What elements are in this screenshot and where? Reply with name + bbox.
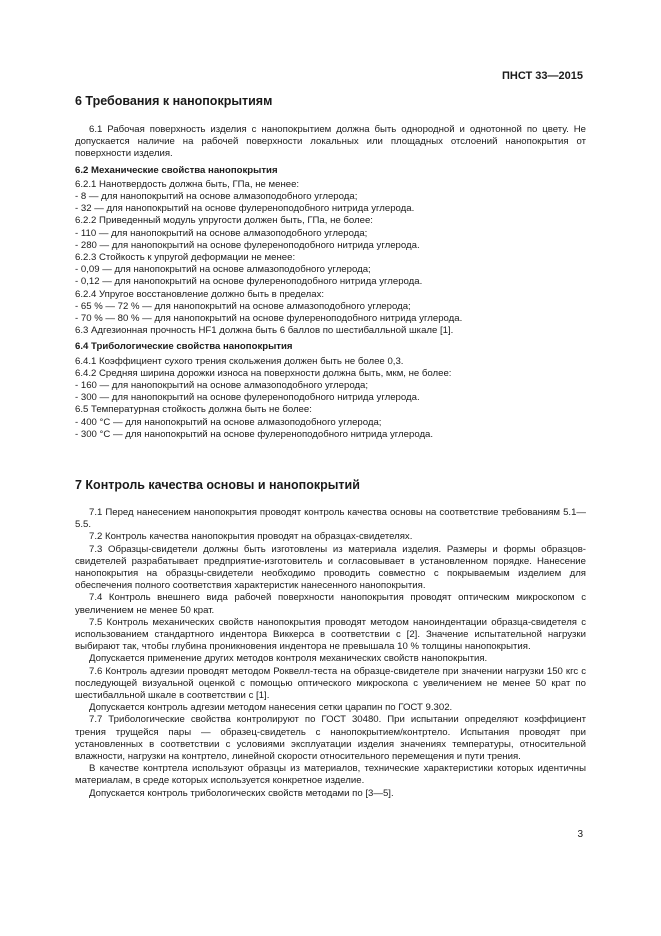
- list-item: - 160 — для нанопокрытий на основе алмазоподобного углерода;: [75, 380, 369, 392]
- line: 6.2.2 Приведенный модуль упругости должен быть, ГПа, не более:: [75, 215, 373, 227]
- paragraph-7-6: 7.6 Контроль адгезии проводят методом Роквелл-теста на образце-свидетеле при значении нагрузки 150 кгс с последующей визуальной оценкой с помощью оптического микроскопа с увеличением не менее 50 крат по шестибалльной шкале в соответствии с [1].: [75, 665, 586, 702]
- paragraph-7-5b: Допускается применение других методов контроля механических свойств нанопокрытия.: [89, 653, 488, 665]
- line: 6.5 Температурная стойкость должна быть не более:: [75, 404, 312, 416]
- document-code: ПНСТ 33—2015: [501, 70, 583, 82]
- section-6-body: [75, 124, 586, 441]
- line: 6.4.1 Коэффициент сухого трения скольжения должен быть не более 0,3.: [75, 355, 404, 367]
- subheading-6-4: 6.4 Трибологические свойства нанопокрытия: [75, 341, 293, 353]
- line: 6.2.4 Упругое восстановление должно быть в пределах:: [75, 288, 325, 300]
- section-7-heading: 7 Контроль качества основы и нанопокрытий: [75, 478, 360, 492]
- paragraph-7-4: 7.4 Контроль внешнего вида рабочей поверхности нанопокрытия проводят оптическим микроскопом с увеличением не менее 50 крат.: [75, 592, 586, 616]
- list-item: - 300 °С — для нанопокрытий на основе фулереноподобного нитрида углерода.: [75, 428, 434, 440]
- paragraph-7-3: 7.3 Образцы-свидетели должны быть изготовлены из материала изделия. Размеры и формы образцов-свидетелей разрабатывает предприятие-изготовитель и согласовывает в установленном порядке. Нанесение нанопокрытия на образцы-свидетели необходимо проводить совместно с покрываемым изделием для обеспечения полного соответствия характеристик нанесенного нанопокрытия.: [75, 543, 586, 592]
- list-item: - 32 — для нанопокрытий на основе фулереноподобного нитрида углерода.: [75, 203, 415, 215]
- list-item: - 0,09 — для нанопокрытий на основе алмазоподобного углерода;: [75, 264, 371, 276]
- paragraph-6-1: 6.1 Рабочая поверхность изделия с нанопокрытием должна быть однородной и однотонной по цвету. Не допускается наличие на рабочей поверхности локальных или площадных отслоений нанопокрытия от поверхности изделия.: [75, 124, 586, 160]
- subheading-6-2: 6.2 Механические свойства нанопокрытия: [75, 164, 278, 176]
- list-item: - 300 — для нанопокрытий на основе фулереноподобного нитрида углерода.: [75, 392, 420, 404]
- list-item: - 400 °С — для нанопокрытий на основе алмазоподобного углерода;: [75, 416, 382, 428]
- list-item: - 0,12 — для нанопокрытий на основе фулереноподобного нитрида углерода.: [75, 276, 423, 288]
- line: 6.4.2 Средняя ширина дорожки износа на поверхности должна быть, мкм, не более:: [75, 367, 452, 379]
- section-6-heading: 6 Требования к нанопокрытиям: [75, 94, 273, 108]
- list-item: - 70 % — 80 % — для нанопокрытий на основе фулереноподобного нитрида углерода.: [75, 313, 463, 325]
- list-item: - 65 % — 72 % — для нанопокрытий на основе алмазоподобного углерода;: [75, 300, 411, 312]
- paragraph-7-7b: В качестве контртела используют образцы из материалов, технические характеристики которых идентичны материалам, в среде которых используется конкретное изделие.: [75, 763, 586, 787]
- paragraph-7-6b: Допускается контроль адгезии методом нанесения сетки царапин по ГОСТ 9.302.: [89, 702, 453, 714]
- line: 6.3 Адгезионная прочность HF1 должна быть 6 баллов по шестибалльной шкале [1].: [75, 325, 454, 337]
- paragraph-7-2: 7.2 Контроль качества нанопокрытия проводят на образцах-свидетелях.: [89, 531, 413, 543]
- line: 6.2.1 Нанотвердость должна быть, ГПа, не менее:: [75, 178, 300, 190]
- paragraph-7-5: 7.5 Контроль механических свойств нанопокрытия проводят методом наноиндентации образца-свидетеля с использованием стандартного индентора Виккерса в соответствии с [2]. Значение испытательной нагрузки выбирают так, чтобы глубина проникновения индентора не превышала 10 % толщины нанопокрытия.: [75, 616, 586, 653]
- section-7-body: [75, 507, 586, 800]
- list-item: - 110 — для нанопокрытий на основе алмазоподобного углерода;: [75, 227, 368, 239]
- list-item: - 8 — для нанопокрытий на основе алмазоподобного углерода;: [75, 191, 358, 203]
- page-number: 3: [577, 829, 583, 840]
- list-item: - 280 — для нанопокрытий на основе фулереноподобного нитрида углерода.: [75, 239, 420, 251]
- paragraph-7-7: 7.7 Трибологические свойства контролируют по ГОСТ 30480. При испытании определяют коэффициент трения трущейся пары — образец-свидетель с нанопокрытием/контртело. Испытания проводят при установленных в соответствии с условиями эксплуатации изделия значениях температуры, относительной влажности, нагрузки на контртело, линейной скорости относительного перемещения и пути трения.: [75, 714, 586, 763]
- paragraph-7-1: 7.1 Перед нанесением нанопокрытия проводят контроль качества основы на соответствие требованиям 5.1—5.5.: [75, 507, 586, 531]
- line: 6.2.3 Стойкость к упругой деформации не менее:: [75, 252, 296, 264]
- paragraph-7-7c: Допускается контроль трибологических свойств методами по [3—5].: [89, 787, 394, 799]
